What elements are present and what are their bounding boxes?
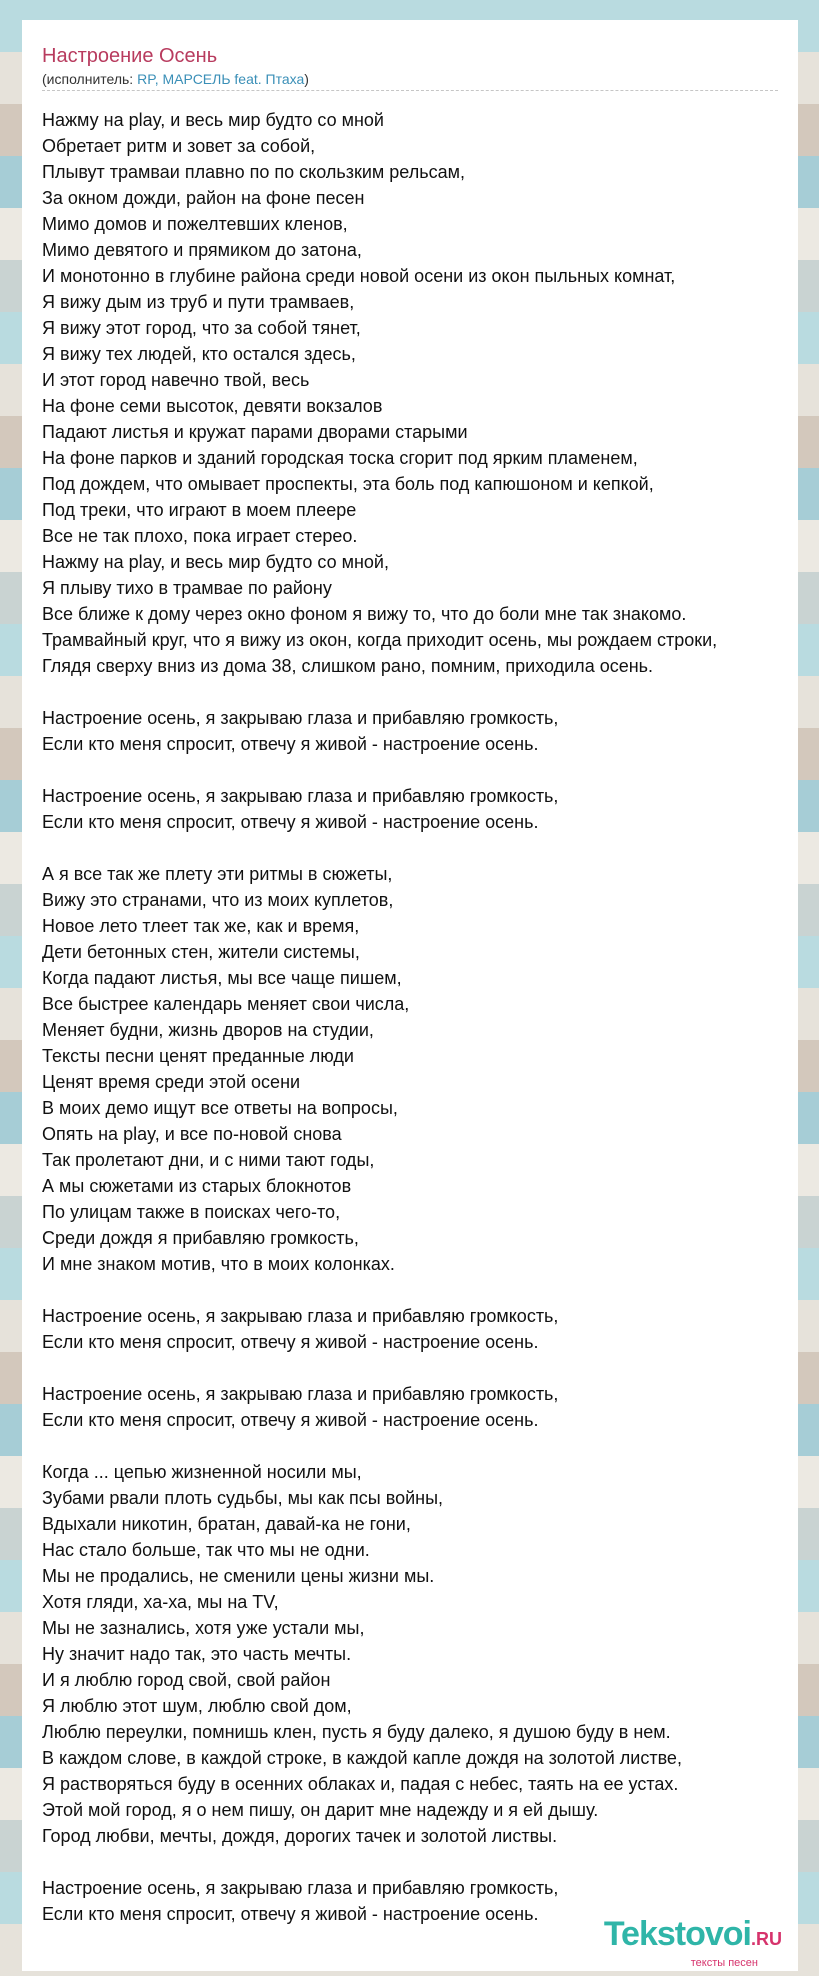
lyric-line: Трамвайный круг, что я вижу из окон, когда приходит осень, мы рождаем строки, — [42, 630, 718, 650]
lyric-line: Настроение осень, я закрываю глаза и прибавляю громкость, — [42, 708, 559, 728]
lyric-line: И я люблю город свой, свой район — [42, 1670, 331, 1690]
lyric-line: Если кто меня спросит, отвечу я живой - настроение осень. — [42, 812, 539, 832]
lyric-line: Все ближе к дому через окно фоном я вижу то, что до боли мне так знакомо. — [42, 604, 687, 624]
lyric-line: Настроение осень, я закрываю глаза и прибавляю громкость, — [42, 1306, 559, 1326]
lyric-line: Ну значит надо так, это часть мечты. — [42, 1644, 352, 1664]
lyric-line: На фоне парков и зданий городская тоска сгорит под ярким пламенем, — [42, 448, 638, 468]
logo-wordmark — [604, 1916, 782, 1957]
lyric-line: И монотонно в глубине района среди новой осени из окон пыльных комнат, — [42, 266, 676, 286]
stanza-break — [42, 1355, 798, 1381]
lyric-line: Меняет будни, жизнь дворов на студии, — [42, 1020, 374, 1040]
artist-link[interactable]: RP, МАРСЕЛЬ feat. Птаха — [137, 71, 305, 87]
lyric-line: Настроение осень, я закрываю глаза и прибавляю громкость, — [42, 1878, 559, 1898]
lyric-line: Тексты песни ценят преданные люди — [42, 1046, 354, 1066]
stanza-break — [42, 1849, 798, 1875]
lyric-line: Я вижу тех людей, кто остался здесь, — [42, 344, 356, 364]
lyric-line: Я вижу дым из труб и пути трамваев, — [42, 292, 355, 312]
lyric-line: Дети бетонных стен, жители системы, — [42, 942, 360, 962]
lyric-line: Так пролетают дни, и с ними тают годы, — [42, 1150, 375, 1170]
logo-tld: .RU — [751, 1929, 782, 1949]
lyric-line: Хотя гляди, ха-ха, мы на TV, — [42, 1592, 279, 1612]
lyric-line: Все не так плохо, пока играет стерео. — [42, 526, 358, 546]
site-logo[interactable] — [604, 1916, 782, 1969]
lyric-line: А мы сюжетами из старых блокнотов — [42, 1176, 352, 1196]
meta-prefix: (исполнитель: — [42, 71, 138, 87]
lyric-line: Падают листья и кружат парами дворами старыми — [42, 422, 468, 442]
lyric-line: Нажму на play, и весь мир будто со мной, — [42, 552, 389, 572]
lyric-line: По улицам также в поисках чего-то, — [42, 1202, 341, 1222]
stanza-break — [42, 1433, 798, 1459]
lyric-line: А я все так же плету эти ритмы в сюжеты, — [42, 864, 393, 884]
lyric-line: Ценят время среди этой осени — [42, 1072, 301, 1092]
stanza-break — [42, 835, 798, 861]
lyric-line: Если кто меня спросит, отвечу я живой - настроение осень. — [42, 1332, 539, 1352]
lyric-line: Плывут трамваи плавно по по скользким рельсам, — [42, 162, 465, 182]
lyric-line: Новое лето тлеет так же, как и время, — [42, 916, 360, 936]
lyric-line: Мы не зазнались, хотя уже устали мы, — [42, 1618, 365, 1638]
lyric-line: Если кто меня спросит, отвечу я живой - настроение осень. — [42, 1904, 539, 1924]
lyric-line: Если кто меня спросит, отвечу я живой - настроение осень. — [42, 734, 539, 754]
lyric-line: И мне знаком мотив, что в моих колонках. — [42, 1254, 395, 1274]
lyric-line: Если кто меня спросит, отвечу я живой - настроение осень. — [42, 1410, 539, 1430]
meta-suffix: ) — [304, 71, 309, 87]
lyric-line: Зубами рвали плоть судьбы, мы как псы войны, — [42, 1488, 444, 1508]
song-title: Настроение Осень — [42, 45, 218, 67]
lyric-line: Я растворяться буду в осенних облаках и, падая с небес, таять на ее устах. — [42, 1774, 679, 1794]
logo-tagline: тексты песен — [690, 1957, 758, 1969]
lyric-line: Вижу это странами, что из моих куплетов, — [42, 890, 394, 910]
lyric-line: Настроение осень, я закрываю глаза и прибавляю громкость, — [42, 786, 559, 806]
lyric-line: Глядя сверху вниз из дома 38, слишком рано, помним, приходила осень. — [42, 656, 654, 676]
lyric-line: Нажму на play, и весь мир будто со мной — [42, 110, 384, 130]
lyric-line: Когда падают листья, мы все чаще пишем, — [42, 968, 402, 988]
lyric-line: Я плыву тихо в трамвае по району — [42, 578, 332, 598]
lyric-line: Мимо девятого и прямиком до затона, — [42, 240, 362, 260]
lyric-line: В каждом слове, в каждой строке, в каждой капле дождя на золотой листве, — [42, 1748, 682, 1768]
lyric-line: Опять на play, и все по-новой снова — [42, 1124, 342, 1144]
lyric-line: Я вижу этот город, что за собой тянет, — [42, 318, 361, 338]
stanza-break — [42, 679, 798, 705]
lyric-line: Среди дождя я прибавляю громкость, — [42, 1228, 359, 1248]
lyric-line: Вдыхали никотин, братан, давай-ка не гони, — [42, 1514, 411, 1534]
logo-name: Tekstovoi — [603, 1915, 751, 1953]
lyric-line: Все быстрее календарь меняет свои числа, — [42, 994, 410, 1014]
lyric-line: Нас стало больше, так что мы не одни. — [42, 1540, 370, 1560]
lyric-line: Я люблю этот шум, люблю свой дом, — [42, 1696, 352, 1716]
lyric-line: Под треки, что играют в моем плеере — [42, 500, 357, 520]
lyrics-text — [42, 107, 798, 1927]
lyric-line: Мимо домов и пожелтевших кленов, — [42, 214, 348, 234]
lyric-line: В моих демо ищут все ответы на вопросы, — [42, 1098, 398, 1118]
lyric-line: Под дождем, что омывает проспекты, эта боль под капюшоном и кепкой, — [42, 474, 654, 494]
lyric-line: И этот город навечно твой, весь — [42, 370, 310, 390]
stanza-break — [42, 757, 798, 783]
lyric-line: За окном дожди, район на фоне песен — [42, 188, 365, 208]
lyric-line: Этой мой город, я о нем пишу, он дарит мне надежду и я ей дышу. — [42, 1800, 599, 1820]
song-meta — [42, 70, 778, 91]
lyrics-card — [22, 20, 798, 1971]
lyric-line: Люблю переулки, помнишь клен, пусть я буду далеко, я душою буду в нем. — [42, 1722, 671, 1742]
lyric-line: Настроение осень, я закрываю глаза и прибавляю громкость, — [42, 1384, 559, 1404]
lyric-line: Когда ... цепью жизненной носили мы, — [42, 1462, 362, 1482]
lyric-line: Обретает ритм и зовет за собой, — [42, 136, 316, 156]
stanza-break — [42, 1277, 798, 1303]
lyric-line: На фоне семи высоток, девяти вокзалов — [42, 396, 383, 416]
lyric-line: Город любви, мечты, дождя, дорогих тачек и золотой листвы. — [42, 1826, 558, 1846]
lyric-line: Мы не продались, не сменили цены жизни мы. — [42, 1566, 435, 1586]
